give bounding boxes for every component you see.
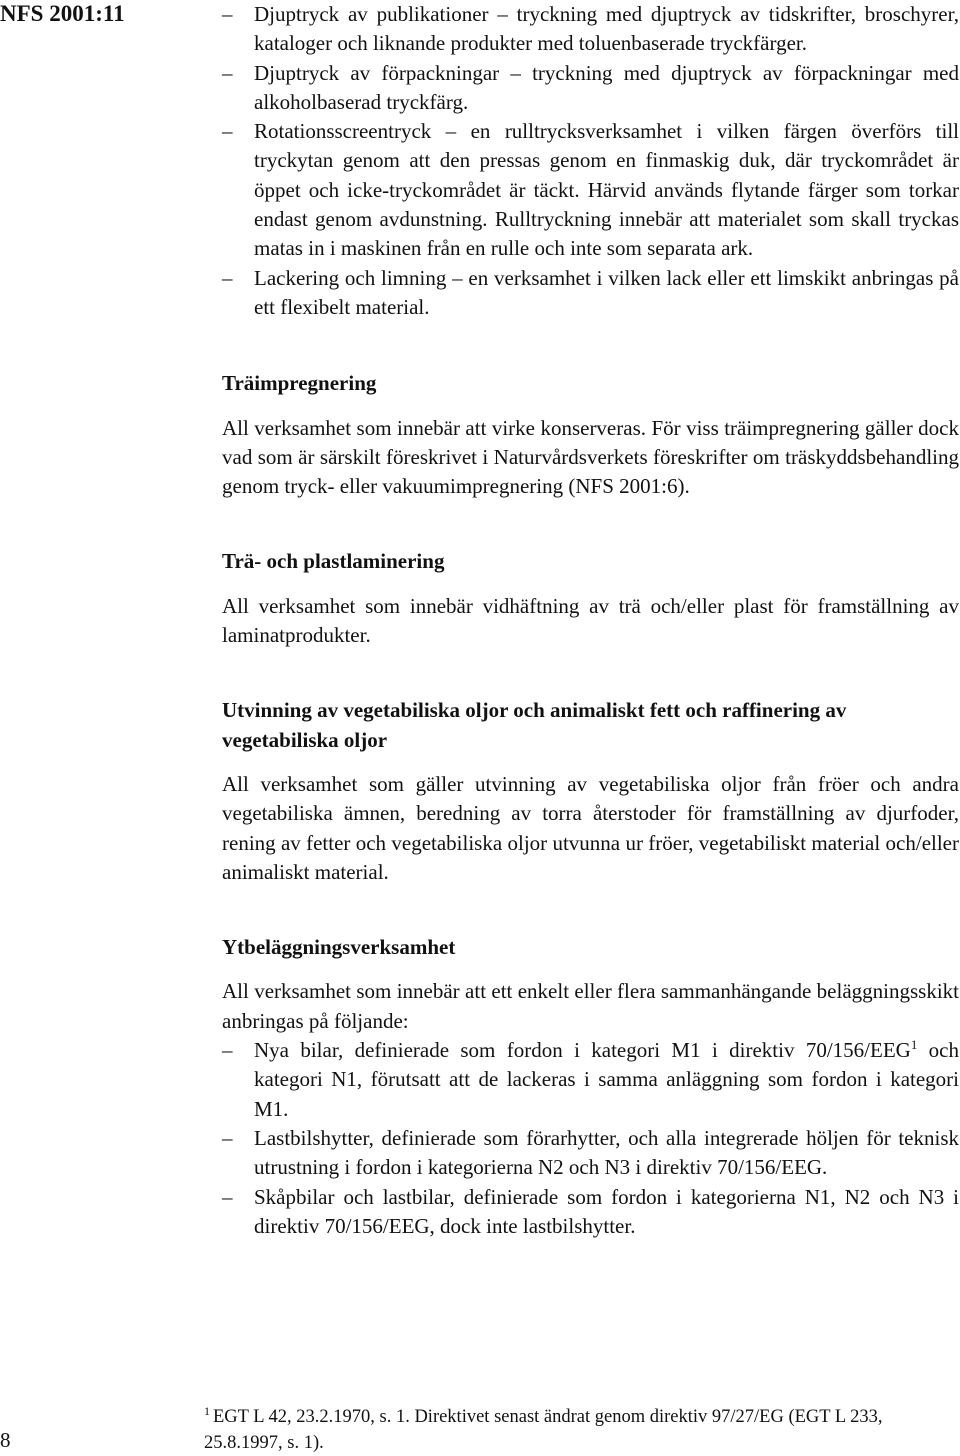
footnote (204, 1404, 959, 1456)
ytbelaggning-list (222, 1036, 959, 1241)
list-item (222, 1036, 959, 1124)
list-item-text: och kategori N1, förutsatt att de lackeras i samma anläggning som fordon i kategori M1. (254, 1038, 960, 1121)
top-list (222, 0, 959, 322)
list-item: – Djuptryck av publikationer – tryckning med djuptryck av tidskrifter, broschyrer, kataloger och liknande produkter med toluenbaserade tryckfärger. (222, 0, 959, 59)
list-item: – Rotationsscreentryck – en rulltrycksverksamhet i vilken färgen överförs till tryckytan genom att den pressas genom en finmaskig duk, där tryckområdet är öppet och icke-tryckområdet är täckt. Härvid används flytande färger som torkar endast genom avdunstning. Rulltryckning innebär att materialet som skall tryckas matas in i maskinen från en rulle och inte som separata ark. (222, 117, 959, 263)
footnote-text: EGT L 42, 23.2.1970, s. 1. Direktivet senast ändrat genom direktiv 97/27/EG (EGT L 233, 25.8.1997, s. 1). (204, 1407, 883, 1453)
document-id: NFS 2001:11 (0, 1, 125, 26)
section-heading-oljor: Utvinning av vegetabiliska oljor och animaliskt fett och raffinering av vegetabiliska oljor (222, 698, 847, 752)
section-body-laminering: All verksamhet som innebär vidhäftning av trä och/eller plast för framställning av laminatprodukter. (222, 593, 959, 648)
list-item: – Lackering och limning – en verksamhet i vilken lack eller ett limskikt anbringas på ett flexibelt material. (222, 264, 959, 323)
list-item: – Djuptryck av förpackningar – tryckning med djuptryck av förpackningar med alkoholbaserad tryckfärg. (222, 59, 959, 118)
section-heading-ytbelaggning: Ytbeläggningsverksamhet (222, 935, 456, 960)
section-body-oljor: All verksamhet som gäller utvinning av vegetabiliska oljor från fröer och andra vegetabiliska ämnen, beredning av torra återstoder för framställning av djurfoder, rening av fetter och vegetabiliska oljor utvunna ur fröer, vegetabiliskt material och/eller animaliskt material. (222, 771, 959, 884)
section-heading-traimpregnering: Träimpregnering (222, 371, 377, 396)
list-item: – Skåpbilar och lastbilar, definierade som fordon i kategorierna N1, N2 och N3 i direktiv 70/156/EEG, dock inte lastbilshytter. (222, 1183, 959, 1242)
section-body-traimpregnering: All verksamhet som innebär att virke konserveras. För viss träimpregnering gäller dock vad som är särskilt föreskrivet i Naturvårdsverkets föreskrifter om träskyddsbehandling genom tryck- eller vakuumimpregnering (NFS 2001:6). (222, 415, 959, 499)
section-heading-laminering: Trä- och plastlaminering (222, 549, 445, 574)
footnote-reference: 1 (910, 1037, 918, 1053)
page-number: 8 (0, 1428, 11, 1452)
section-body-ytbelaggning: All verksamhet som innebär att ett enkelt eller flera sammanhängande beläggningsskikt anbringas på följande: (222, 979, 959, 1033)
list-item-text: Nya bilar, definierade som fordon i kategori M1 i direktiv 70/156/EEG (254, 1038, 911, 1063)
footnote-mark: 1 (204, 1403, 210, 1418)
list-item: – Lastbilshytter, definierade som förarhytter, och alla integrerade höljen för teknisk utrustning i fordon i kategorierna N2 och N3 i direktiv 70/156/EEG. (222, 1124, 959, 1183)
page-content (222, 0, 959, 1241)
